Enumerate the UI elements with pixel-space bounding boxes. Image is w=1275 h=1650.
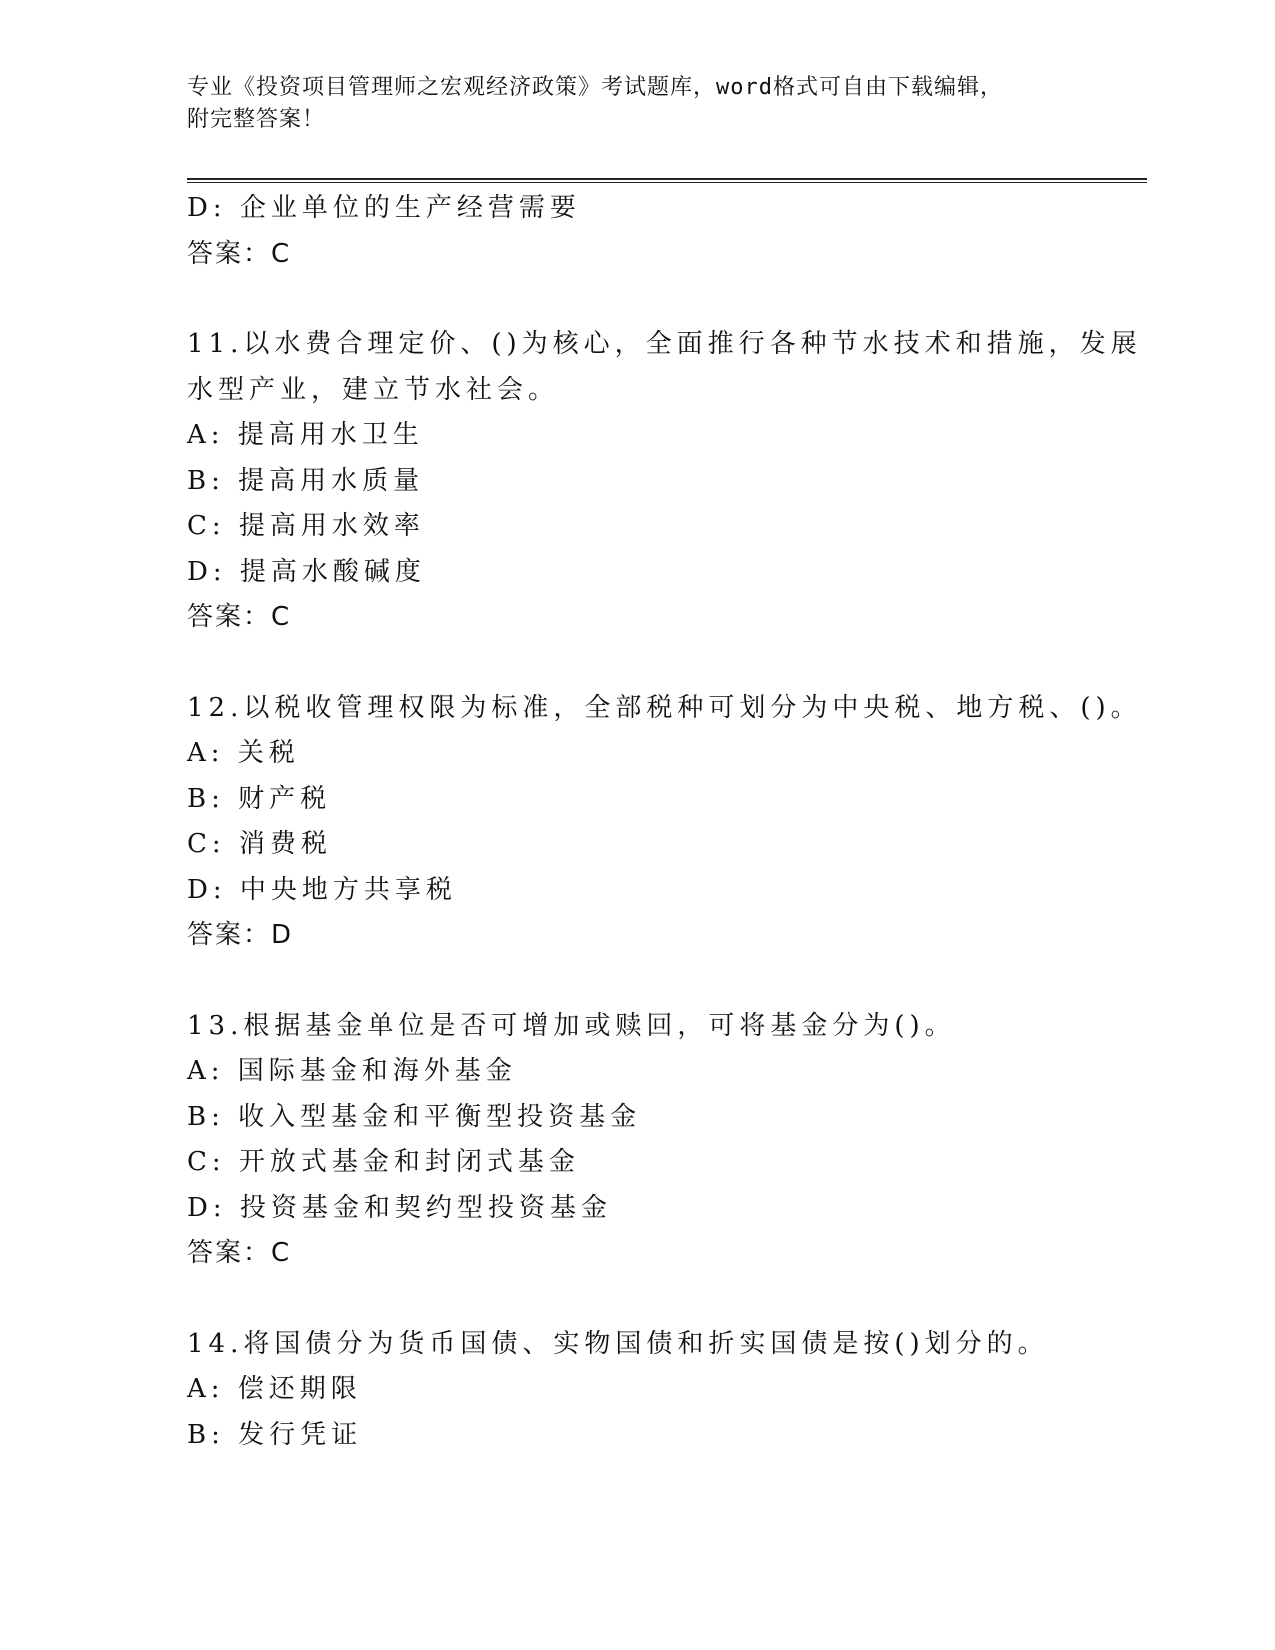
option-a: A: 偿还期限 xyxy=(187,1374,362,1404)
option-b: B: 发行凭证 xyxy=(187,1419,363,1450)
question-12 xyxy=(187,686,1142,959)
option-b: B: 财产税 xyxy=(187,783,332,814)
option-c: C: 消费税 xyxy=(187,829,332,859)
option-c: C: 提高用水效率 xyxy=(187,511,425,541)
question-stem: 12.以税收管理权限为标准，全部税种可划分为中央税、地方税、()。 xyxy=(187,692,1142,723)
question-11 xyxy=(187,322,1142,641)
header-line-1: 专业《投资项目管理师之宏观经济政策》考试题库，word格式可自由下载编辑， xyxy=(187,75,1003,100)
option-a: A: 国际基金和海外基金 xyxy=(187,1056,517,1086)
option-b: B: 收入型基金和平衡型投资基金 xyxy=(187,1101,642,1132)
document-header xyxy=(187,72,1087,136)
option-c: C: 开放式基金和封闭式基金 xyxy=(187,1147,580,1177)
question-list xyxy=(187,186,1142,1458)
option-d: D: 企业单位的生产经营需要 xyxy=(187,193,581,223)
spacer xyxy=(187,959,1087,1004)
option-b: B: 提高用水质量 xyxy=(187,465,425,496)
question-stem: 14.将国债分为货币国债、实物国债和折实国债是按()划分的。 xyxy=(187,1328,1049,1359)
answer-line: 答案：C xyxy=(187,238,292,269)
spacer xyxy=(187,1277,1087,1322)
answer-line: 答案：C xyxy=(187,1238,292,1268)
spacer xyxy=(187,641,1087,686)
answer-line: 答案：C xyxy=(187,602,292,632)
option-d: D: 提高水酸碱度 xyxy=(187,556,426,587)
question-14 xyxy=(187,1322,1087,1459)
header-divider xyxy=(187,178,1147,183)
question-stem-continued: 水型产业，建立节水社会。 xyxy=(187,374,560,405)
option-d: D: 投资基金和契约型投资基金 xyxy=(187,1192,612,1223)
option-a: A: 提高用水卫生 xyxy=(187,420,424,450)
answer-line: 答案：D xyxy=(187,920,294,950)
question-13 xyxy=(187,1004,1087,1277)
option-a: A: 关税 xyxy=(187,738,300,768)
spacer xyxy=(187,277,1087,322)
question-stem: 13.根据基金单位是否可增加或赎回，可将基金分为()。 xyxy=(187,1010,956,1041)
question-stem: 11.以水费合理定价、()为核心，全面推行各种节水技术和措施，发展 xyxy=(187,329,1142,359)
header-line-2: 附完整答案！ xyxy=(187,107,326,132)
option-d: D: 中央地方共享税 xyxy=(187,874,457,905)
question-10 xyxy=(187,186,1087,277)
